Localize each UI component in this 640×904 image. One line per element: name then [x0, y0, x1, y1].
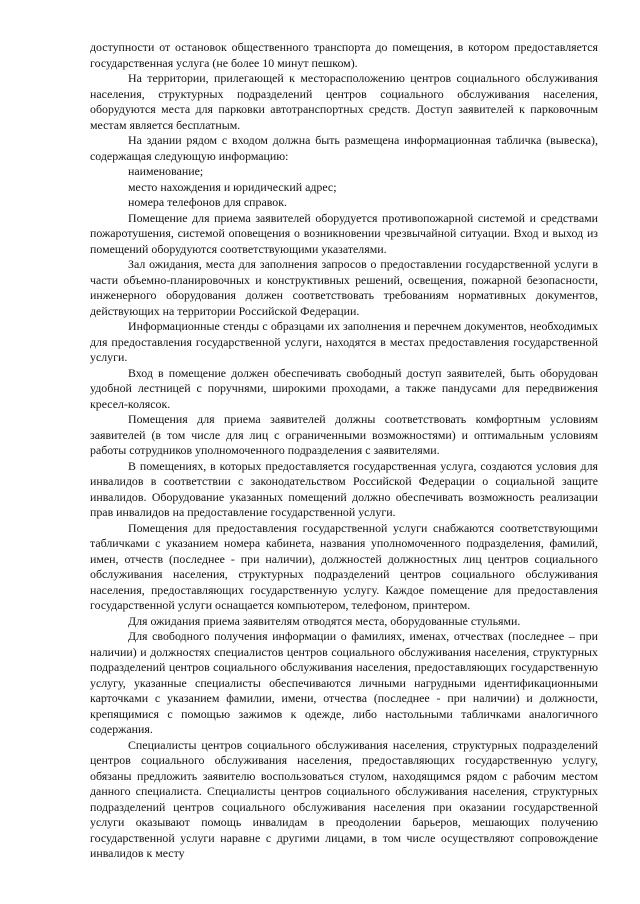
paragraph-id-cards: Для свободного получения информации о фамилиях, именах, отчествах (последнее – при наличии) и должностях специалистов центров социального обслуживания населения, структурных подразделений центров социального обслуживания населения, предоставляющих государственную услугу, указанные специалисты обеспечиваются личными нагрудными идентификационными карточками с указанием фамилии, имени, отчества (последнее - при наличии) и должности, крепящимися с помощью зажимов к одежде, либо настольными табличками аналогичного содержания.: [90, 629, 598, 736]
paragraph-waiting-hall: Зал ожидания, места для заполнения запросов о предоставлении государственной услуги в части объемно-планировочных и конструктивных решений, освещения, пожарной безопасности, инженерного оборудования должен соответствовать требованиям нормативных документов, действующих на территории Российской Федерации.: [90, 257, 598, 318]
paragraph-continued: доступности от остановок общественного транспорта до помещения, в котором предоставляется государственная услуга (не более 10 минут пешком).: [90, 40, 598, 70]
paragraph-signboard: На здании рядом с входом должна быть размещена информационная табличка (вывеска), содержащая следующую информацию:: [90, 133, 598, 163]
paragraph-comfort: Помещения для приема заявителей должны соответствовать комфортным условиям заявителей (в том числе для лиц с ограниченными возможностями) и оптимальным условиям работы сотрудников уполномоченного подразделения с заявителями.: [90, 412, 598, 457]
list-item-name: наименование;: [128, 164, 204, 178]
paragraph-info-stands: Информационные стенды с образцами их заполнения и перечнем документов, необходимых для предоставления государственной услуги, находятся в местах предоставления государственной услуги.: [90, 319, 598, 364]
paragraph-waiting-seats: Для ожидания приема заявителям отводятся места, оборудованные стульями.: [128, 613, 521, 628]
list-item-address: место нахождения и юридический адрес;: [128, 179, 337, 194]
paragraph-specialists: Специалисты центров социального обслуживания населения, структурных подразделений центров социального обслуживания населения, предоставляющих государственную услугу, обязаны предложить заявителю воспользоваться стулом, находящимся рядом с рабочим местом данного специалиста. Специалисты центров социального обслуживания населения, структурных подразделений центров социального обслуживания населения при оказании государственной услуги оказывают помощь инвалидам в преодолении барьеров, мешающих получению государственной услуги наравне с другими лицами, в том числе осуществляют сопровождение инвалидов к месту: [90, 737, 598, 860]
paragraph-parking: На территории, прилегающей к месторасположению центров социального обслуживания населения, структурных подразделений центров социального обслуживания населения, оборудуются места для парковки автотранспортных средств. Доступ заявителей к парковочным местам является бесплатным.: [90, 71, 598, 132]
paragraph-room-plates: Помещения для предоставления государственной услуги снабжаются соответствующими табличками с указанием номера кабинета, названия уполномоченного подразделения, фамилий, имен, отчеств (последнее - при наличии), должностей должностных лиц центров социального обслуживания населения, структурных подразделений центров социального обслуживания населения, предоставляющих государственную услугу. Каждое помещение для предоставления государственной услуги оснащается компьютером, телефоном, принтером.: [90, 520, 598, 612]
list-item-phones: номера телефонов для справок.: [128, 195, 287, 209]
paragraph-fire-safety: Помещение для приема заявителей оборудуется противопожарной системой и средствами пожаротушения, системой оповещения о возникновении чрезвычайной ситуации. Вход и выход из помещений оборудуются соответствующими указателями.: [90, 210, 598, 256]
paragraph-disabled-conditions: В помещениях, в которых предоставляется государственная услуга, создаются условия для инвалидов в соответствии с законодательством Российской Федерации о социальной защите инвалидов. Оборудование указанных помещений должно обеспечивать возможность реализации прав инвалидов на предоставление государственной услуги.: [90, 458, 598, 519]
paragraph-entrance: Вход в помещение должен обеспечивать свободный доступ заявителей, быть оборудован удобной лестницей с поручнями, широкими проходами, а также пандусами для передвижения кресел-колясок.: [90, 365, 598, 411]
